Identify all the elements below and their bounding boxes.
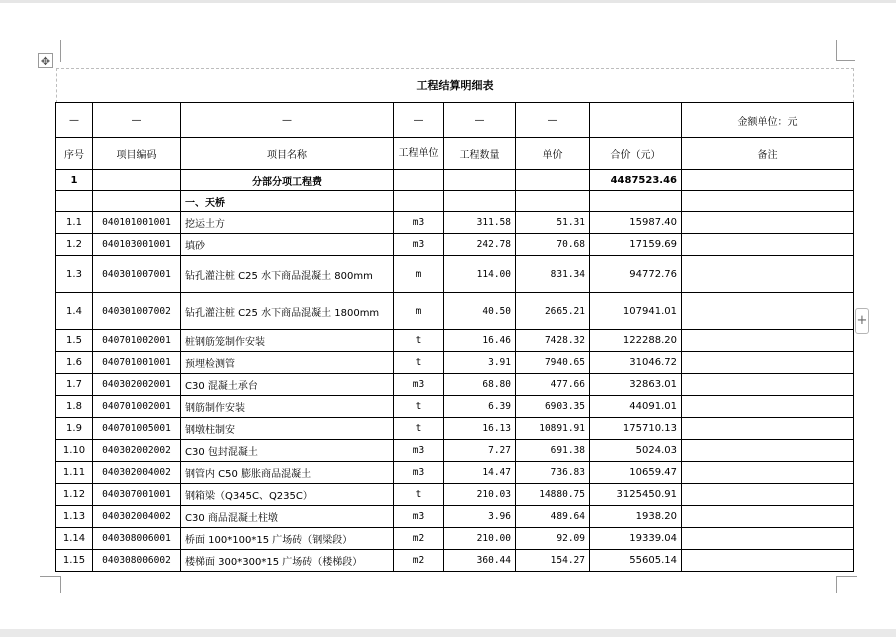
row-price: 7428.32: [516, 330, 590, 352]
row-seq: 1.5: [56, 330, 93, 352]
row-name: 钻孔灌注桩 C25 水下商品混凝土 1800mm: [181, 293, 394, 330]
dash-cell: —: [56, 103, 93, 138]
row-name: 预埋检测管: [181, 352, 394, 374]
header-qty: 工程数量: [444, 138, 516, 170]
row-total: 31046.72: [590, 352, 682, 374]
row-unit: m3: [394, 212, 444, 234]
subsection-row: [56, 191, 854, 212]
dash-cell: —: [93, 103, 181, 138]
settlement-table[interactable]: [55, 102, 854, 572]
header-row: [56, 138, 854, 170]
header-total: 合价（元）: [590, 138, 682, 170]
row-unit: m2: [394, 550, 444, 572]
row-code: 040301007002: [93, 293, 181, 330]
empty-cell: [93, 170, 181, 191]
row-total: 19339.04: [590, 528, 682, 550]
row-name: 钢墩柱制安: [181, 418, 394, 440]
row-qty: 6.39: [444, 396, 516, 418]
row-seq: 1.1: [56, 212, 93, 234]
subsection-name: 一、天桥: [181, 191, 394, 212]
row-qty: 16.46: [444, 330, 516, 352]
row-remark: [682, 440, 854, 462]
row-total: 17159.69: [590, 234, 682, 256]
row-price: 2665.21: [516, 293, 590, 330]
row-remark: [682, 293, 854, 330]
row-total: 15987.40: [590, 212, 682, 234]
row-code: 040302004002: [93, 506, 181, 528]
row-qty: 3.96: [444, 506, 516, 528]
row-total: 3125450.91: [590, 484, 682, 506]
row-total: 94772.76: [590, 256, 682, 293]
empty-cell: [93, 191, 181, 212]
row-unit: m2: [394, 528, 444, 550]
row-seq: 1.14: [56, 528, 93, 550]
table-row: [56, 506, 854, 528]
currency-unit-note: 金额单位：元: [682, 103, 854, 138]
row-name: C30 商品混凝土柱墩: [181, 506, 394, 528]
row-total: 1938.20: [590, 506, 682, 528]
row-name: 桩钢筋笼制作安装: [181, 330, 394, 352]
row-total: 44091.01: [590, 396, 682, 418]
row-name: C30 包封混凝土: [181, 440, 394, 462]
row-name: C30 混凝土承台: [181, 374, 394, 396]
table-row: [56, 234, 854, 256]
table-row: [56, 374, 854, 396]
row-price: 51.31: [516, 212, 590, 234]
page-bottom-shadow: [0, 629, 896, 637]
row-price: 10891.91: [516, 418, 590, 440]
row-code: 040302004002: [93, 462, 181, 484]
dash-cell: —: [516, 103, 590, 138]
row-price: 7940.65: [516, 352, 590, 374]
row-code: 040701002001: [93, 396, 181, 418]
table-title: 工程结算明细表: [416, 79, 494, 92]
header-price: 单价: [516, 138, 590, 170]
row-qty: 7.27: [444, 440, 516, 462]
header-code: 项目编码: [93, 138, 181, 170]
row-name: 挖运土方: [181, 212, 394, 234]
table-row: [56, 352, 854, 374]
row-unit: t: [394, 330, 444, 352]
row-qty: 14.47: [444, 462, 516, 484]
row-remark: [682, 256, 854, 293]
row-code: 040701002001: [93, 330, 181, 352]
table-row: [56, 550, 854, 572]
row-unit: m3: [394, 234, 444, 256]
empty-cell: [590, 191, 682, 212]
row-unit: m: [394, 256, 444, 293]
empty-cell: [444, 170, 516, 191]
empty-cell: [590, 103, 682, 138]
row-qty: 210.00: [444, 528, 516, 550]
crop-mark-bottom-left: [40, 576, 61, 593]
row-qty: 16.13: [444, 418, 516, 440]
row-seq: 1.8: [56, 396, 93, 418]
row-name: 填砂: [181, 234, 394, 256]
empty-cell: [394, 191, 444, 212]
row-remark: [682, 352, 854, 374]
row-remark: [682, 550, 854, 572]
row-unit: m3: [394, 506, 444, 528]
row-seq: 1.15: [56, 550, 93, 572]
row-seq: 1.4: [56, 293, 93, 330]
row-total: 5024.03: [590, 440, 682, 462]
section-row: [56, 170, 854, 191]
header-name: 项目名称: [181, 138, 394, 170]
table-row: [56, 293, 854, 330]
empty-cell: [682, 191, 854, 212]
row-code: 040302002001: [93, 374, 181, 396]
table-row: [56, 396, 854, 418]
add-column-icon[interactable]: +: [855, 308, 869, 334]
row-price: 477.66: [516, 374, 590, 396]
row-seq: 1.7: [56, 374, 93, 396]
row-remark: [682, 374, 854, 396]
page-top-edge: [0, 0, 896, 3]
table-row: [56, 528, 854, 550]
dash-row: [56, 103, 854, 138]
row-seq: 1.12: [56, 484, 93, 506]
row-seq: 1.13: [56, 506, 93, 528]
row-code: 040701001001: [93, 352, 181, 374]
row-qty: 210.03: [444, 484, 516, 506]
table-row: [56, 212, 854, 234]
row-price: 70.68: [516, 234, 590, 256]
row-remark: [682, 484, 854, 506]
row-price: 154.27: [516, 550, 590, 572]
row-seq: 1.3: [56, 256, 93, 293]
row-price: 6903.35: [516, 396, 590, 418]
row-name: 楼梯面 300*300*15 广场砖（楼梯段）: [181, 550, 394, 572]
row-seq: 1.11: [56, 462, 93, 484]
empty-cell: [516, 170, 590, 191]
table-row: [56, 462, 854, 484]
dash-cell: —: [181, 103, 394, 138]
table-row: [56, 330, 854, 352]
row-qty: 40.50: [444, 293, 516, 330]
row-remark: [682, 330, 854, 352]
row-total: 32863.01: [590, 374, 682, 396]
row-price: 92.09: [516, 528, 590, 550]
crop-mark-top-right: [836, 40, 855, 61]
row-seq: 1.6: [56, 352, 93, 374]
row-remark: [682, 212, 854, 234]
row-price: 691.38: [516, 440, 590, 462]
crop-mark-bottom-right: [836, 576, 857, 593]
row-price: 831.34: [516, 256, 590, 293]
row-unit: t: [394, 418, 444, 440]
header-remark: 备注: [682, 138, 854, 170]
row-unit: m3: [394, 440, 444, 462]
section-total: 4487523.46: [590, 170, 682, 191]
row-unit: t: [394, 396, 444, 418]
row-name: 桥面 100*100*15 广场砖（钢梁段）: [181, 528, 394, 550]
row-seq: 1.10: [56, 440, 93, 462]
table-row: [56, 484, 854, 506]
empty-cell: [394, 170, 444, 191]
row-code: 040308006002: [93, 550, 181, 572]
row-seq: 1.9: [56, 418, 93, 440]
row-qty: 360.44: [444, 550, 516, 572]
row-price: 736.83: [516, 462, 590, 484]
dash-cell: —: [444, 103, 516, 138]
table-row: [56, 256, 854, 293]
row-remark: [682, 234, 854, 256]
row-name: 钢管内 C50 膨胀商品混凝土: [181, 462, 394, 484]
row-name: 钻孔灌注桩 C25 水下商品混凝土 800mm: [181, 256, 394, 293]
row-total: 10659.47: [590, 462, 682, 484]
empty-cell: [516, 191, 590, 212]
row-code: 040302002002: [93, 440, 181, 462]
row-qty: 242.78: [444, 234, 516, 256]
table-move-handle-icon[interactable]: ✥: [38, 53, 53, 68]
row-qty: 68.80: [444, 374, 516, 396]
empty-cell: [444, 191, 516, 212]
row-remark: [682, 418, 854, 440]
empty-cell: [682, 170, 854, 191]
row-price: 489.64: [516, 506, 590, 528]
row-seq: 1.2: [56, 234, 93, 256]
section-seq: 1: [56, 170, 93, 191]
row-code: 040307001001: [93, 484, 181, 506]
row-total: 122288.20: [590, 330, 682, 352]
row-price: 14880.75: [516, 484, 590, 506]
row-code: 040701005001: [93, 418, 181, 440]
dash-cell: —: [394, 103, 444, 138]
row-remark: [682, 506, 854, 528]
section-name: 分部分项工程费: [181, 170, 394, 191]
row-code: 040301007001: [93, 256, 181, 293]
row-unit: m3: [394, 374, 444, 396]
header-seq: 序号: [56, 138, 93, 170]
row-unit: m3: [394, 462, 444, 484]
row-code: 040101001001: [93, 212, 181, 234]
header-unit: 工程单位: [394, 138, 444, 170]
title-cell-top-border: [56, 68, 854, 69]
row-code: 040308006001: [93, 528, 181, 550]
table-row: [56, 440, 854, 462]
row-total: 175710.13: [590, 418, 682, 440]
row-qty: 114.00: [444, 256, 516, 293]
row-total: 107941.01: [590, 293, 682, 330]
row-qty: 311.58: [444, 212, 516, 234]
table-row: [56, 418, 854, 440]
row-remark: [682, 396, 854, 418]
row-code: 040103001001: [93, 234, 181, 256]
row-unit: m: [394, 293, 444, 330]
row-remark: [682, 528, 854, 550]
row-name: 钢箱梁（Q345C、Q235C）: [181, 484, 394, 506]
empty-cell: [56, 191, 93, 212]
row-qty: 3.91: [444, 352, 516, 374]
row-remark: [682, 462, 854, 484]
row-unit: t: [394, 484, 444, 506]
row-name: 钢筋制作安装: [181, 396, 394, 418]
row-unit: t: [394, 352, 444, 374]
row-total: 55605.14: [590, 550, 682, 572]
